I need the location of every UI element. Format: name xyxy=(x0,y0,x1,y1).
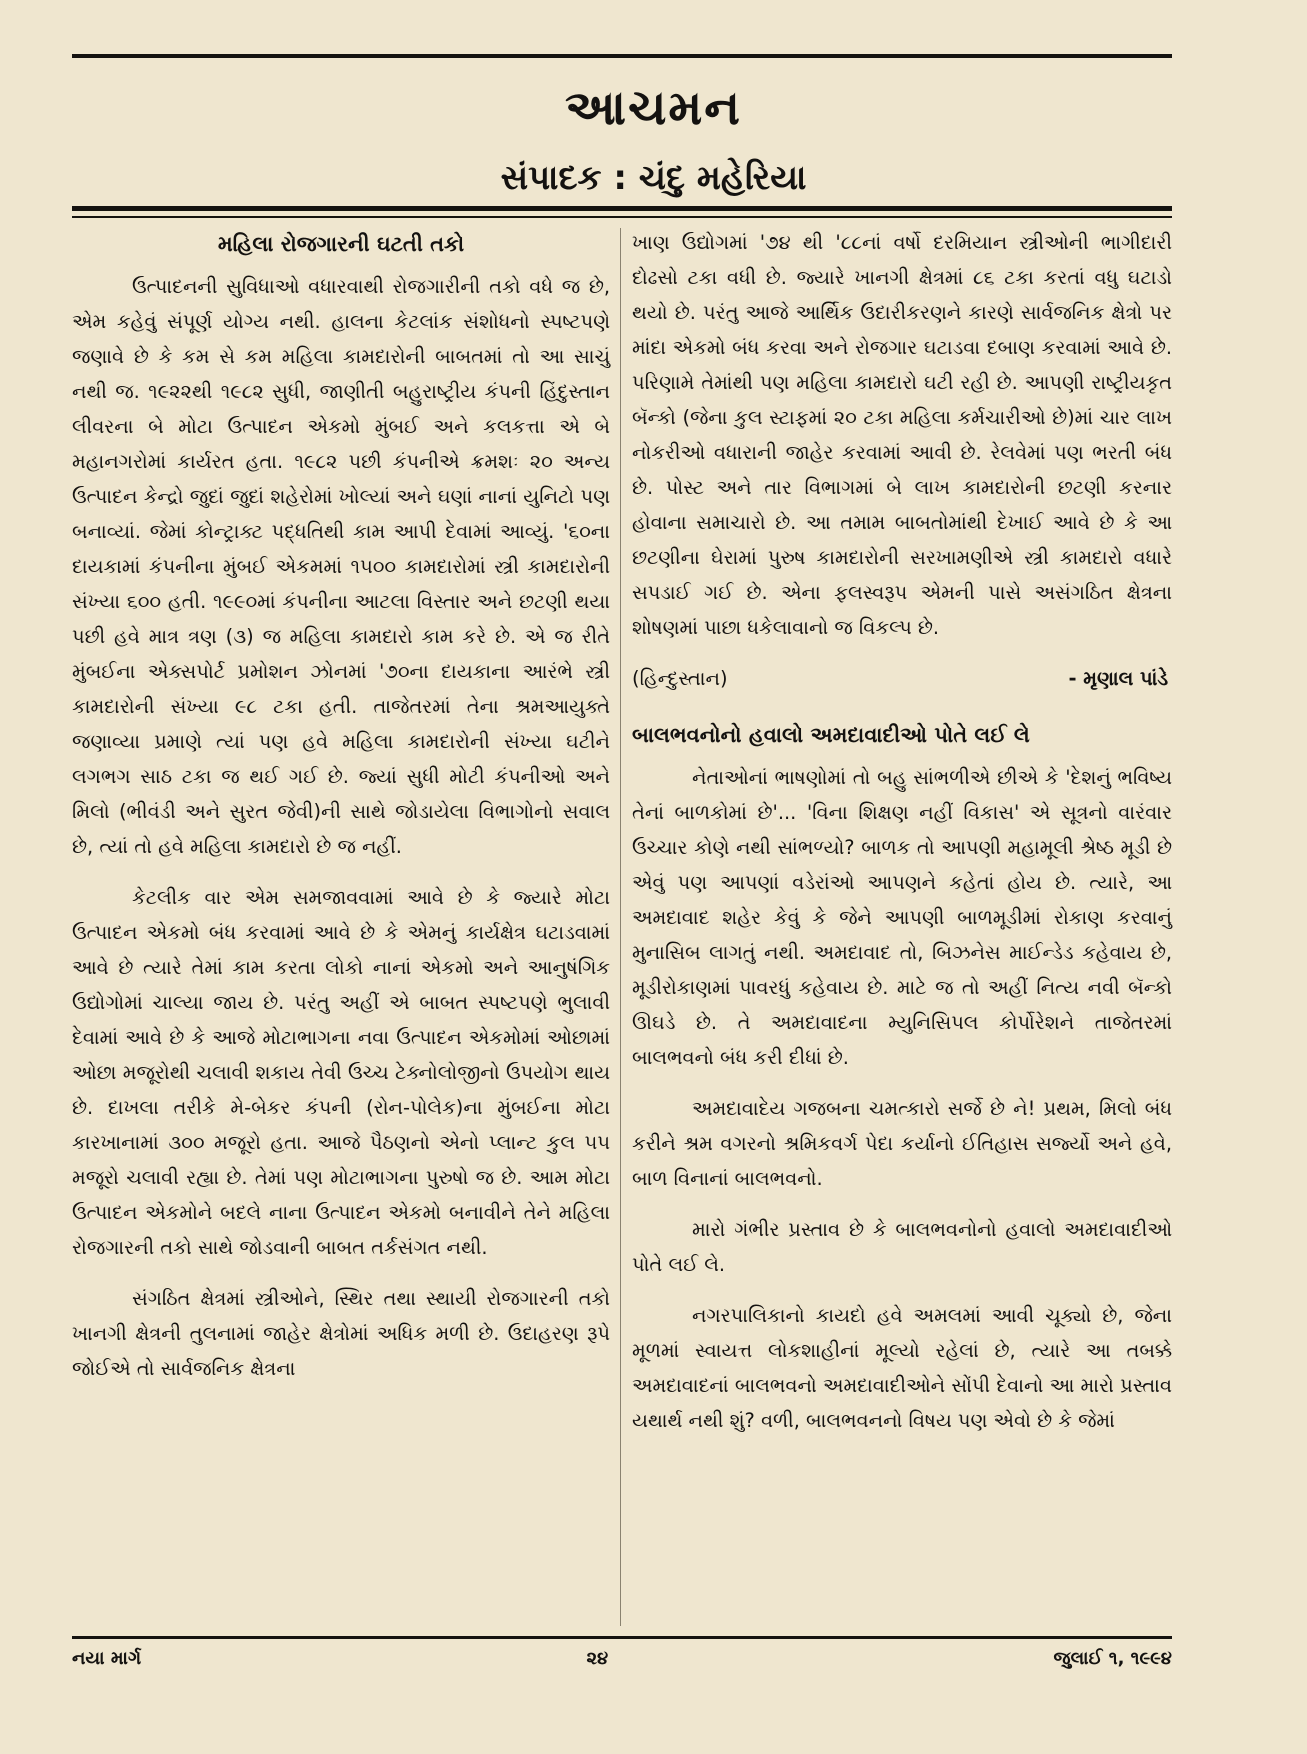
article1-signature xyxy=(632,661,1172,696)
header-rule-thin xyxy=(72,216,1172,218)
footer-rule xyxy=(72,1636,1172,1639)
footer-date: જુલાઈ ૧, ૧૯૯૪ xyxy=(1053,1648,1172,1669)
article2-paragraph: નગરપાલિકાનો કાયદો હવે અમલમાં આવી ચૂક્યો છે, જેના મૂળમાં સ્વાયત્ત લોકશાહીનાં મૂલ્યો રહેલાં છે, ત્યારે આ તબક્કે અમદાવાદનાં બાલભવનો અમદાવાદીઓને સોંપી દેવાનો આ મારો પ્રસ્તાવ યથાર્થ નથી શું? વળી, બાલભવનનો વિષય પણ એવો છે કે જેમાં xyxy=(632,1304,1172,1432)
article1-continuation: ખાણ ઉદ્યોગમાં '૭૪ થી '૮૮નાં વર્ષો દરમિયાન સ્ત્રીઓની ભાગીદારી દોઢસો ટકા વધી છે. જ્યારે ખાનગી ક્ષેત્રમાં ૮૬ ટકા કરતાં વધુ ઘટાડો થયો છે. પરંતુ આજે આર્થિક ઉદારીકરણને કારણે સાર્વજનિક ક્ષેત્રો પર માંદા એકમો બંધ કરવા અને રોજગાર ઘટાડવા દબાણ કરવામાં આવે છે. પરિણામે તેમાંથી પણ મહિલા કામદારો ઘટી રહી છે. આપણી રાષ્ટ્રીયકૃત બૅન્કો (જેના કુલ સ્ટાફમાં ૨૦ ટકા મહિલા કર્મચારીઓ છે)માં ચાર લાખ નોકરીઓ વધારાની જાહેર કરવામાં આવી છે. રેલવેમાં પણ ભરતી બંધ છે. પોસ્ટ અને તાર વિભાગમાં બે લાખ કામદારોની છટણી કરનાર હોવાના સમાચારો છે. આ તમામ બાબતોમાંથી દેખાઈ આવે છે કે આ છટણીના ઘેરામાં પુરુષ કામદારોની સરખામણીએ સ્ત્રી કામદારો વધારે સપડાઈ ગઈ છે. એના ફલસ્વરૂપ એમની પાસે અસંગઠિત ક્ષેત્રના શોષણમાં પાછા ધકેલાવાનો જ વિકલ્પ છે. xyxy=(632,231,1172,639)
article1-source: (હિન્દુસ્તાન) xyxy=(632,667,728,690)
article1-paragraph: ઉત્પાદનની સુવિધાઓ વધારવાથી રોજગારીની તકો વધે જ છે, એમ કહેવું સંપૂર્ણ યોગ્ય નથી. હાલના કેટલાંક સંશોધનો સ્પષ્ટપણે જણાવે છે કે કમ સે કમ મહિલા કામદારોની બાબતમાં તો આ સાચું નથી જ. ૧૯૨૨થી ૧૯૮૨ સુધી, જાણીતી બહુરાષ્ટ્રીય કંપની હિંદુસ્તાન લીવરના બે મોટા ઉત્પાદન એકમો મુંબઈ અને કલકત્તા એ બે મહાનગરોમાં કાર્યરત હતા. ૧૯૮૨ પછી કંપનીએ ક્રમશઃ ૨૦ અન્ય ઉત્પાદન કેન્દ્રો જુદાં જુદાં શહેરોમાં ખોલ્યાં અને ઘણાં નાનાં યુનિટો પણ બનાવ્યાં. જેમાં કોન્ટ્રાક્ટ પદ્ધતિથી કામ આપી દેવામાં આવ્યું. '૬૦ના દાયકામાં કંપનીના મુંબઈ એકમમાં ૧૫૦૦ કામદારોમાં સ્ત્રી કામદારોની સંખ્યા ૬૦૦ હતી. ૧૯૯૦માં કંપનીના આટલા વિસ્તાર અને છટણી થયા પછી હવે માત્ર ત્રણ (૩) જ મહિલા કામદારો કામ કરે છે. એ જ રીતે મુંબઈના એક્સપોર્ટ પ્રમોશન ઝોનમાં '૭૦ના દાયકાના આરંભે સ્ત્રી કામદારોની સંખ્યા ૯૮ ટકા હતી. તાજેતરમાં તેના શ્રમઆયુક્તે જણાવ્યા પ્રમાણે ત્યાં પણ હવે મહિલા કામદારોની સંખ્યા ઘટીને લગભગ સાઠ ટકા જ થઈ ગઈ છે. જ્યાં સુધી મોટી કંપનીઓ અને મિલો (ભીવંડી અને સુરત જેવી)ની સાથે જોડાયેલા વિભાગોનો સવાલ છે, ત્યાં તો હવે મહિલા કામદારો છે જ નહીં. xyxy=(72,275,610,858)
article2-heading: બાલભવનોનો હવાલો અમદાવાદીઓ પોતે લઈ લે xyxy=(632,723,1030,747)
header-rule-thick xyxy=(72,206,1172,211)
right-column xyxy=(632,225,1172,1454)
article1-heading: મહિલા રોજગારની ઘટતી તકો xyxy=(217,232,465,256)
footer-page-number: ૨૪ xyxy=(586,1648,609,1669)
article2-paragraph: નેતાઓનાં ભાષણોમાં તો બહુ સાંભળીએ છીએ કે 'દેશનું ભવિષ્ય તેનાં બાળકોમાં છે'... 'વિના શિક્ષણ નહીં વિકાસ' એ સૂત્રનો વારંવાર ઉચ્ચાર કોણે નથી સાંભળ્યો? બાળક તો આપણી મહામૂલી શ્રેષ્ઠ મૂડી છે એવું પણ આપણાં વડેરાંઓ આપણને કહેતાં હોય છે. ત્યારે, આ અમદાવાદ શહેર કેવું કે જેને આપણી બાળમૂડીમાં રોકાણ કરવાનું મુનાસિબ લાગતું નથી. અમદાવાદ તો, બિઝનેસ માઈન્ડેડ કહેવાય છે, મૂડીરોકાણમાં પાવરધું કહેવાય છે. માટે જ તો અહીં નિત્ય નવી બૅન્કો ઊઘડે છે. તે અમદાવાદના મ્યુનિસિપલ કોર્પોરેશને તાજેતરમાં બાલભવનો બંધ કરી દીધાં છે. xyxy=(632,766,1172,1069)
top-rule xyxy=(72,54,1172,58)
editor-line: સંપાદક : ચંદુ મહેરિયા xyxy=(500,158,807,198)
article1-paragraph: સંગઠિત ક્ષેત્રમાં સ્ત્રીઓને, સ્થિર તથા સ્થાયી રોજગારની તકો ખાનગી ક્ષેત્રની તુલનામાં જાહેર ક્ષેત્રોમાં અધિક મળી છે. ઉદાહરણ રૂપે જોઈએ તો સાર્વજનિક ક્ષેત્રના xyxy=(72,1287,610,1380)
article1-paragraph: કેટલીક વાર એમ સમજાવવામાં આવે છે કે જ્યારે મોટા ઉત્પાદન એકમો બંધ કરવામાં આવે છે કે એમનું કાર્યક્ષેત્ર ઘટાડવામાં આવે છે ત્યારે તેમાં કામ કરતા લોકો નાનાં એકમો અને આનુષંગિક ઉદ્યોગોમાં ચાલ્યા જાય છે. પરંતુ અહીં એ બાબત સ્પષ્ટપણે ભુલાવી દેવામાં આવે છે કે આજે મોટાભાગના નવા ઉત્પાદન એકમોમાં ઓછામાં ઓછા મજૂરોથી ચલાવી શકાય તેવી ઉચ્ચ ટેક્નોલોજીનો ઉપયોગ થાય છે. દાખલા તરીકે મે-બેકર કંપની (રોન-પોલેક)ના મુંબઈના મોટા કારખાનામાં ૩૦૦ મજૂરો હતા. આજે પૈઠણનો એનો પ્લાન્ટ કુલ ૫૫ મજૂરો ચલાવી રહ્યા છે. તેમાં પણ મોટાભાગના પુરુષો જ છે. આમ મોટા ઉત્પાદન એકમોને બદલે નાના ઉત્પાદન એકમો બનાવીને તેને મહિલા રોજગારની તકો સાથે જોડવાની બાબત તર્કસંગત નથી. xyxy=(72,886,610,1259)
article1-author: - મૃણાલ પાંડે xyxy=(1068,667,1168,690)
left-column xyxy=(72,225,610,1402)
page-footer xyxy=(72,1648,1172,1669)
article2-paragraph: મારો ગંભીર પ્રસ્તાવ છે કે બાલભવનોનો હવાલો અમદાવાદીઓ પોતે લઈ લે. xyxy=(632,1218,1172,1276)
footer-publication: નયા માર્ગ xyxy=(72,1648,142,1669)
column-divider xyxy=(620,228,621,1626)
column-title: આચમન xyxy=(564,80,743,136)
article2-paragraph: અમદાવાદેય ગજબના ચમત્કારો સર્જે છે ને! પ્રથમ, મિલો બંધ કરીને શ્રમ વગરનો શ્રમિકવર્ગ પેદા કર્યાનો ઈતિહાસ સર્જ્યો અને હવે, બાળ વિનાનાં બાલભવનો. xyxy=(632,1097,1172,1190)
